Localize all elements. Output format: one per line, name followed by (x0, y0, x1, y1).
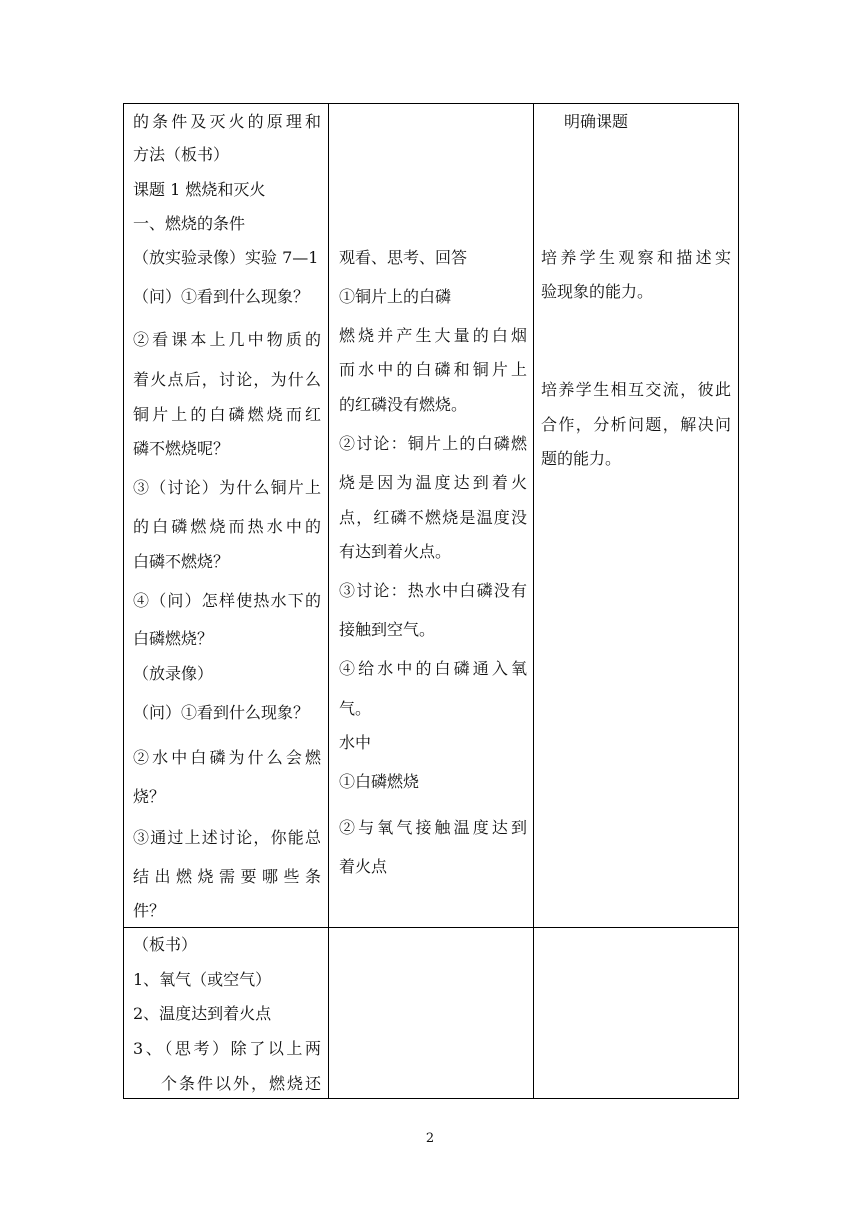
table-row (124, 104, 739, 928)
text-line: 合作，分析问题，解决问 (541, 415, 731, 434)
text-line: 白磷燃烧？ (133, 629, 214, 648)
text-line: 烧？ (133, 787, 166, 806)
text-line: ②讨论：铜片上的白磷燃 (339, 434, 527, 453)
text-line: ②看课本上几中物质的 (133, 330, 321, 349)
text-line: 水中 (339, 733, 372, 752)
text-line: ③（讨论）为什么铜片上 (133, 478, 321, 497)
text-line: ④给水中的白磷通入氧 (339, 659, 527, 678)
text-line: 课题 1 燃烧和灭火 (133, 180, 266, 199)
text-line: ②与氧气接触温度达到 (339, 818, 527, 837)
text-line: 气。 (339, 699, 372, 718)
text-line: 接触到空气。 (339, 620, 436, 639)
text-line: 培养学生观察和描述实 (541, 248, 731, 267)
text-line: 磷不燃烧呢？ (133, 439, 230, 458)
text-line: 验现象的能力。 (541, 282, 654, 301)
text-line: ③通过上述讨论，你能总 (133, 828, 321, 847)
text-line: ①铜片上的白磷 (339, 287, 452, 306)
student-activity-cell (329, 928, 534, 1099)
text-line: ②水中白磷为什么会燃 (133, 748, 321, 767)
text-line: （放录像） (133, 664, 214, 683)
design-intent-cell (534, 104, 739, 928)
text-line: ①白磷燃烧 (339, 772, 420, 791)
text-line: 个条件以外，燃烧还 (161, 1074, 321, 1093)
lesson-plan-table (123, 103, 739, 1099)
text-line: 铜片上的白磷燃烧而红 (133, 405, 321, 424)
student-activity-cell (329, 104, 534, 928)
text-line: 2、温度达到着火点 (133, 1004, 272, 1023)
text-line: 的白磷燃烧而热水中的 (133, 517, 321, 536)
text-line: 1、氧气（或空气） (133, 970, 272, 989)
text-line: （问）①看到什么现象？ (133, 703, 310, 722)
teacher-activity-cell (124, 928, 329, 1099)
text-line: 结出燃烧需要哪些条 (133, 867, 321, 886)
teacher-activity-cell (124, 104, 329, 928)
text-line: 着火点后，讨论，为什么 (133, 370, 321, 389)
text-line: 白磷不燃烧？ (133, 552, 230, 571)
page-number: 2 (425, 1131, 435, 1146)
text-line: 点，红磷不燃烧是温度没 (339, 508, 527, 527)
text-line: 的条件及灭火的原理和 (133, 112, 321, 131)
text-line: （问）①看到什么现象？ (133, 287, 310, 306)
text-line: 观看、思考、回答 (339, 248, 468, 267)
text-line: 的红磷没有燃烧。 (339, 395, 468, 414)
text-line: 着火点 (339, 857, 388, 876)
design-intent-cell (534, 928, 739, 1099)
text-line: ③讨论：热水中白磷没有 (339, 581, 527, 600)
text-line: 而水中的白磷和铜片上 (339, 360, 527, 379)
text-line: 件？ (133, 901, 166, 920)
text-line: 培养学生相互交流，彼此 (541, 380, 731, 399)
text-line: 有达到着火点。 (339, 542, 452, 561)
text-line: 燃烧并产生大量的白烟 (339, 326, 527, 345)
text-line: 一、燃烧的条件 (133, 214, 246, 233)
text-line: ④（问）怎样使热水下的 (133, 591, 321, 610)
text-line: 方法（板书） (133, 145, 230, 164)
text-line: （板书） (133, 935, 198, 954)
text-line: 烧是因为温度达到着火 (339, 473, 527, 492)
text-line: （放实验录像）实验 7—1 (133, 248, 319, 267)
table-row (124, 928, 739, 1099)
text-line: 3、（思考）除了以上两 (133, 1039, 321, 1058)
text-line: 题的能力。 (541, 449, 622, 468)
text-line: 明确课题 (564, 112, 629, 131)
